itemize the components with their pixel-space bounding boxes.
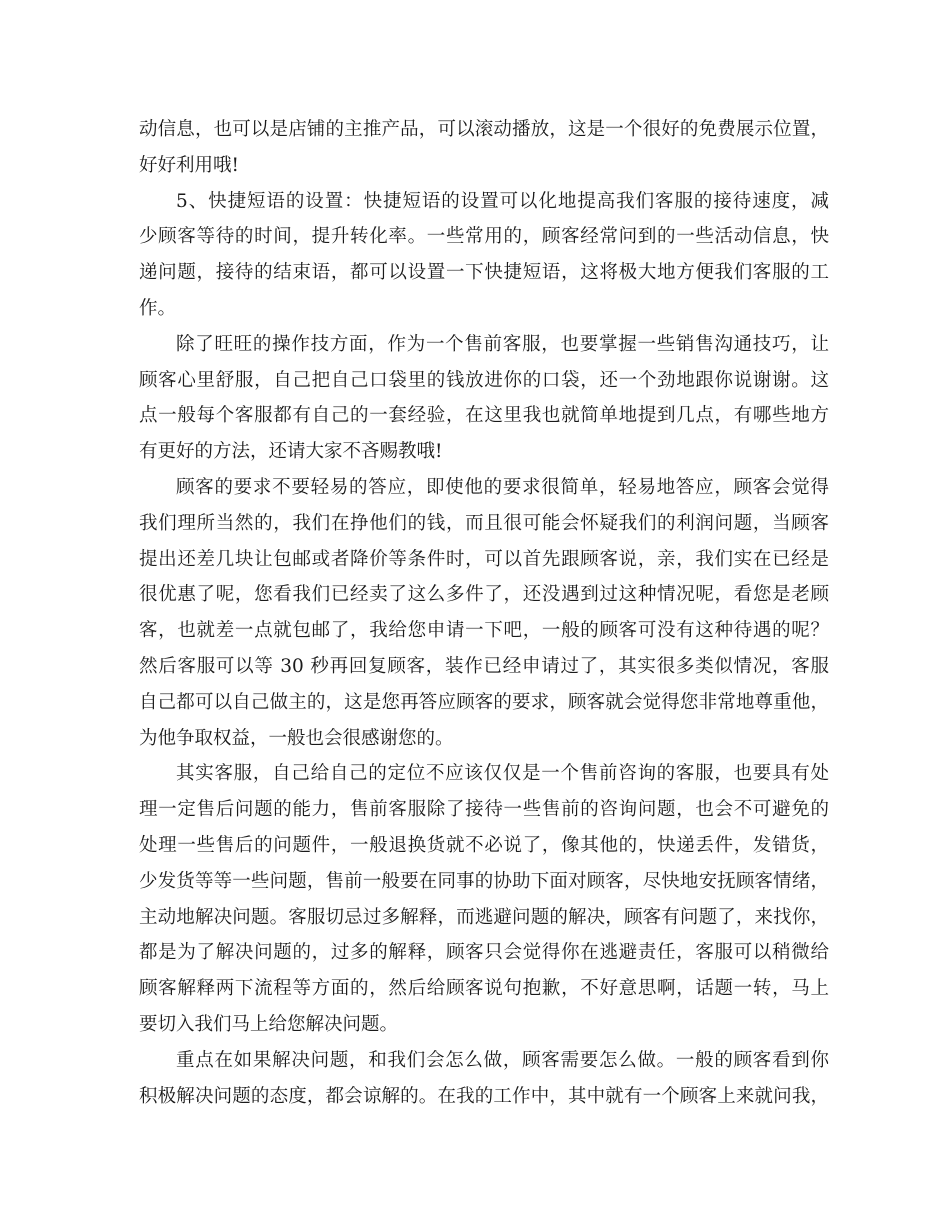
- text-line: 我们理所当然的，我们在挣他们的钱，而且很可能会怀疑我们的利润问题，当顾客: [139, 512, 829, 534]
- text-line: 理一定售后问题的能力，售前客服除了接待一些售前的咨询问题，也会不可避免的: [139, 799, 829, 821]
- text-line: 顾客心里舒服，自己把自己口袋里的钱放进你的口袋，还一个劲地跟你说谢谢。这: [139, 369, 829, 391]
- text-line: 要切入我们马上给您解决问题。: [139, 1013, 399, 1035]
- text-line: 5、快捷短语的设置：快捷短语的设置可以化地提高我们客服的接待速度，减: [176, 190, 829, 212]
- text-line: 为他争取权益，一般也会很感谢您的。: [139, 727, 454, 749]
- paragraph: [139, 470, 829, 756]
- text-line: 主动地解决问题。客服切忌过多解释，而逃避问题的解决，顾客有问题了，来找你，: [139, 906, 829, 928]
- text-line: 都是为了解决问题的，过多的解释，顾客只会觉得你在逃避责任，客服可以稍微给: [139, 942, 829, 964]
- text-line: 作。: [139, 297, 177, 319]
- text-line: 动信息，也可以是店铺的主推产品，可以滚动播放，这是一个很好的免费展示位置，: [139, 119, 829, 140]
- text-line: 然后客服可以等 30 秒再回复顾客，装作已经申请过了，其实很多类似情况，客服: [139, 655, 829, 677]
- text-line: 处理一些售后的问题件，一般退换货就不必说了，像其他的，快递丢件，发错货，: [139, 834, 829, 856]
- paragraph: [139, 1043, 829, 1115]
- text-line: 自己都可以自己做主的，这是您再答应顾客的要求，顾客就会觉得您非常地尊重他，: [139, 691, 829, 713]
- text-line: 点一般每个客服都有自己的一套经验，在这里我也就简单地提到几点，有哪些地方: [139, 405, 829, 427]
- text-line: 提出还差几块让包邮或者降价等条件时，可以首先跟顾客说，亲，我们实在已经是: [139, 548, 829, 570]
- text-line: 好好利用哦!: [139, 154, 239, 176]
- text-line: 顾客的要求不要轻易的答应，即使他的要求很简单，轻易地答应，顾客会觉得: [176, 476, 829, 498]
- paragraph: [139, 327, 829, 470]
- text-line: 积极解决问题的态度，都会谅解的。在我的工作中，其中就有一个顾客上来就问我，: [139, 1085, 829, 1107]
- text-line: 少发货等等一些问题，售前一般要在同事的协助下面对顾客，尽快地安抚顾客情绪，: [139, 870, 829, 892]
- paragraph: [139, 756, 829, 1042]
- text-line: 少顾客等待的时间，提升转化率。一些常用的，顾客经常问到的一些活动信息，快: [139, 226, 829, 248]
- text-line: 其实客服，自己给自己的定位不应该仅仅是一个售前咨询的客服，也要具有处: [176, 763, 829, 785]
- text-line: 除了旺旺的操作技方面，作为一个售前客服，也要掌握一些销售沟通技巧，让: [176, 333, 829, 355]
- document-body: [139, 112, 829, 1114]
- text-line: 有更好的方法，还请大家不吝赐教哦!: [139, 441, 443, 463]
- text-line: 重点在如果解决问题，和我们会怎么做，顾客需要怎么做。一般的顾客看到你: [176, 1049, 829, 1071]
- paragraph: [139, 184, 829, 327]
- paragraph: [139, 112, 829, 184]
- text-line: 很优惠了呢，您看我们已经卖了这么多件了，还没遇到过这种情况呢，看您是老顾: [139, 584, 829, 606]
- text-line: 递问题，接待的结束语，都可以设置一下快捷短语，这将极大地方便我们客服的工: [139, 262, 829, 284]
- text-line: 顾客解释两下流程等方面的，然后给顾客说句抱歉，不好意思啊，话题一转，马上: [139, 978, 829, 1000]
- text-line: 客，也就差一点就包邮了，我给您申请一下吧，一般的顾客可没有这种待遇的呢？: [139, 620, 829, 642]
